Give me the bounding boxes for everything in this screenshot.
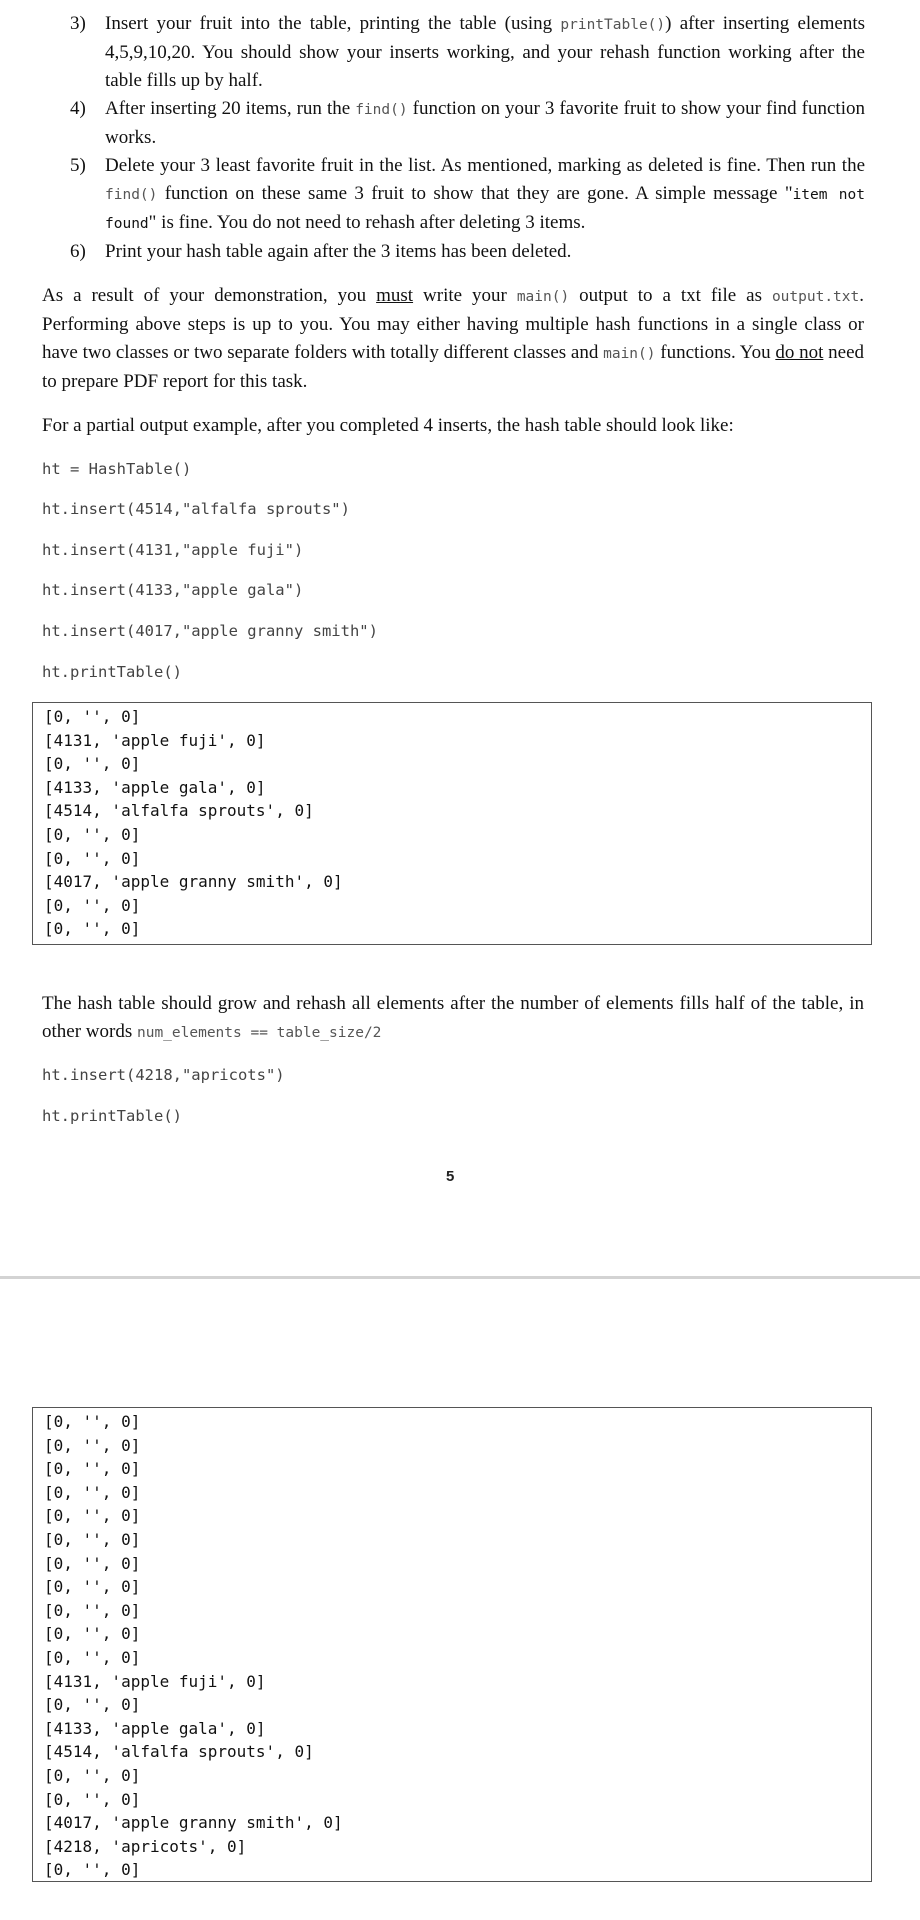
code-line: ht.insert(4218,"apricots") — [42, 1066, 285, 1084]
hash-table-output-rehashed — [32, 1407, 872, 1882]
step-text: function on these same 3 fruit to show that they are gone. A simple message " — [157, 183, 793, 204]
step-text: Insert your fruit into the table, printing the table (using — [105, 13, 561, 34]
table-row: [4017, 'apple granny smith', 0] — [44, 872, 343, 892]
table-row: [0, '', 0] — [44, 1765, 141, 1785]
code-line: ht = HashTable() — [42, 460, 192, 478]
code-line: ht.insert(4514,"alfalfa sprouts") — [42, 500, 350, 518]
table-row: [0, '', 0] — [44, 1860, 141, 1880]
table-row: [0, '', 0] — [44, 919, 141, 939]
table-row: [0, '', 0] — [44, 1624, 141, 1644]
table-row: [0, '', 0] — [44, 848, 141, 868]
step-text: " is fine. You do not need to rehash after deleting 3 items. — [148, 212, 586, 233]
table-row: [4514, 'alfalfa sprouts', 0] — [44, 1742, 314, 1762]
code-line: ht.insert(4133,"apple gala") — [42, 581, 304, 599]
table-row: [0, '', 0] — [44, 1435, 141, 1455]
step-text: Delete your 3 least favorite fruit in the list. As mentioned, marking as deleted is fine. Then run the — [105, 155, 865, 176]
code-line: ht.printTable() — [42, 1107, 182, 1125]
step-text: function on your 3 favorite fruit to show your find function works. — [105, 98, 865, 148]
table-row: [0, '', 0] — [44, 824, 141, 844]
table-row: [4218, 'apricots', 0] — [44, 1836, 247, 1856]
table-row: [4131, 'apple fuji', 0] — [44, 730, 266, 750]
table-row: [0, '', 0] — [44, 1577, 141, 1597]
table-row: [0, '', 0] — [44, 1459, 141, 1479]
main-code: main() — [516, 289, 570, 305]
code-line: ht.printTable() — [42, 663, 182, 681]
step-number: 3) — [70, 13, 86, 34]
table-row: [0, '', 0] — [44, 754, 141, 774]
table-row: [0, '', 0] — [44, 895, 141, 915]
table-row: [0, '', 0] — [44, 1647, 141, 1667]
table-row: [0, '', 0] — [44, 1506, 141, 1526]
code-line: ht.insert(4131,"apple fuji") — [42, 541, 304, 559]
output-instructions-paragraph: As a result of your demonstration, you must write your main() output to a txt file as output.txt. Performing above steps is up to you. You may either having multiple hash functions in a single class or have two classes or two separate folders with totally different classes and main() functions. You do not need to prepare PDF report for this task. — [42, 285, 865, 392]
table-row: [4017, 'apple granny smith', 0] — [44, 1813, 343, 1833]
table-row: [0, '', 0] — [44, 707, 141, 726]
output-file-code: output.txt — [771, 289, 860, 305]
instruction-steps — [70, 10, 865, 266]
step-item — [70, 10, 865, 95]
rehash-condition-code: num_elements == table_size/2 — [136, 1025, 382, 1041]
step-number: 5) — [70, 155, 86, 176]
step-text: ) after inserting elements 4,5,9,10,20. You should show your inserts working, and your rehash function working after the table fills up by half. — [105, 13, 865, 91]
step-code: find() — [105, 187, 158, 203]
step-number: 6) — [70, 241, 86, 262]
table-row: [0, '', 0] — [44, 1695, 141, 1715]
table-row: [0, '', 0] — [44, 1553, 141, 1573]
step-code: find() — [355, 102, 408, 118]
step-item — [70, 95, 865, 152]
step-text: Print your hash table again after the 3 items has been deleted. — [105, 241, 572, 262]
table-row: [0, '', 0] — [44, 1529, 141, 1549]
step-text: After inserting 20 items, run the — [105, 98, 356, 119]
table-row: [0, '', 0] — [44, 1600, 141, 1620]
step-item — [70, 238, 865, 266]
table-row: [0, '', 0] — [44, 1789, 141, 1809]
step-item — [70, 152, 865, 238]
hash-table-output-small — [32, 702, 872, 945]
table-row: [4131, 'apple fuji', 0] — [44, 1671, 266, 1691]
page-number: 5 — [446, 1168, 455, 1185]
table-row: [0, '', 0] — [44, 1482, 141, 1502]
partial-output-intro: For a partial output example, after you completed 4 inserts, the hash table should look like: — [42, 415, 734, 436]
code-line: ht.insert(4017,"apple granny smith") — [42, 622, 378, 640]
main-code-2: main() — [603, 346, 656, 362]
table-row: [4133, 'apple gala', 0] — [44, 777, 266, 797]
table-row: [4133, 'apple gala', 0] — [44, 1718, 266, 1738]
step-code: printTable() — [560, 17, 666, 33]
table-row: [0, '', 0] — [44, 1412, 141, 1431]
step-code-message: item not found — [105, 187, 865, 232]
page-divider — [0, 1276, 920, 1279]
table-row: [4514, 'alfalfa sprouts', 0] — [44, 801, 314, 821]
rehash-paragraph: The hash table should grow and rehash all elements after the number of elements fills half of the table, in other words num_elements == table_size/2 — [42, 993, 864, 1042]
step-number: 4) — [70, 98, 86, 119]
